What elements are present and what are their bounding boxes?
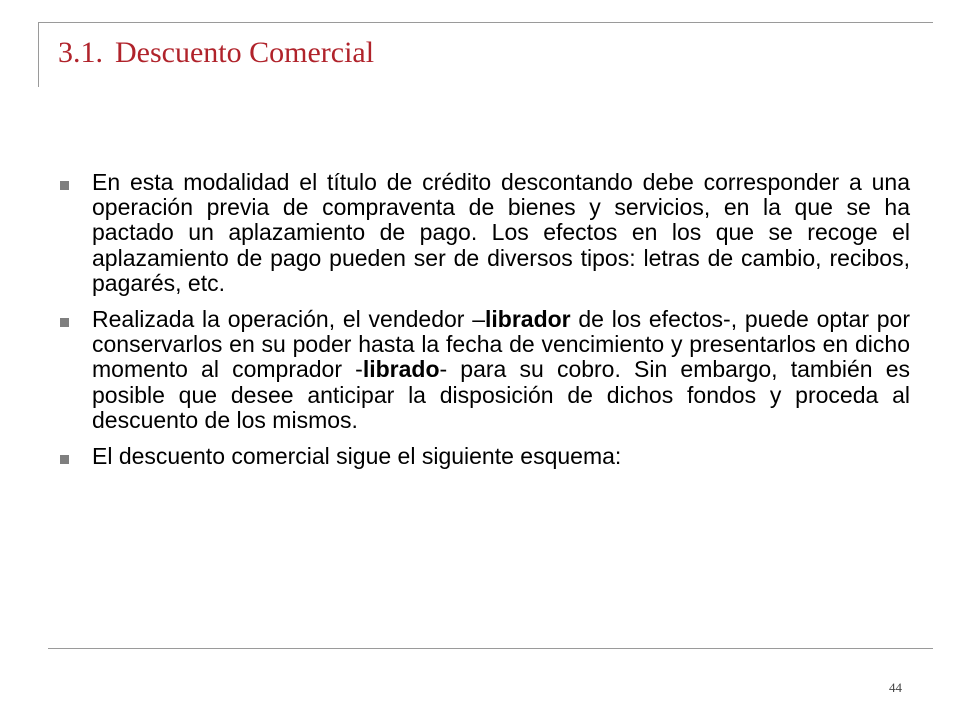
square-bullet-icon <box>60 455 69 464</box>
bullet-item-2 <box>60 307 910 433</box>
bullet-text <box>92 307 910 433</box>
bullet-item-3 <box>60 444 910 469</box>
square-bullet-icon <box>60 181 69 190</box>
bullet-item-1 <box>60 170 910 296</box>
bullet-text-segment: En esta modalidad el título de crédito descontando debe corresponder a una operación previa de compraventa de bienes y servicios, en la que se ha pactado un aplazamiento de pago. Los efectos en los que se recoge el aplazamiento de pago pueden ser de diversos tipos: letras de cambio, recibos, pagarés, etc. <box>92 169 910 296</box>
slide-title <box>58 36 374 71</box>
square-bullet-icon <box>60 318 69 327</box>
section-number: 3.1. <box>58 36 103 69</box>
bullet-bold-term: librador <box>485 306 571 333</box>
header-left-rule <box>38 22 39 87</box>
footer-rule <box>48 648 933 649</box>
bullet-text-segment: - para su cobro. Sin embargo, también es posible que desee anticipar la disposición de dichos fondos y proceda al descuento de los mismos. <box>92 356 910 433</box>
bullet-text-segment: de los efectos-, puede optar por conservarlos en su poder hasta la fecha de vencimiento y presentarlos en dicho momento al comprador - <box>92 306 910 383</box>
title-text: Descuento Comercial <box>115 36 375 69</box>
bullet-text-segment: El descuento comercial sigue el siguiente esquema: <box>92 443 622 470</box>
bullet-bold-term: librado <box>362 356 440 383</box>
bullet-text <box>92 170 910 296</box>
page-number: 44 <box>889 680 902 695</box>
bullet-list <box>60 170 910 480</box>
bullet-text-segment: Realizada la operación, el vendedor – <box>92 306 485 333</box>
bullet-text <box>92 444 910 469</box>
header-top-rule <box>38 22 933 23</box>
